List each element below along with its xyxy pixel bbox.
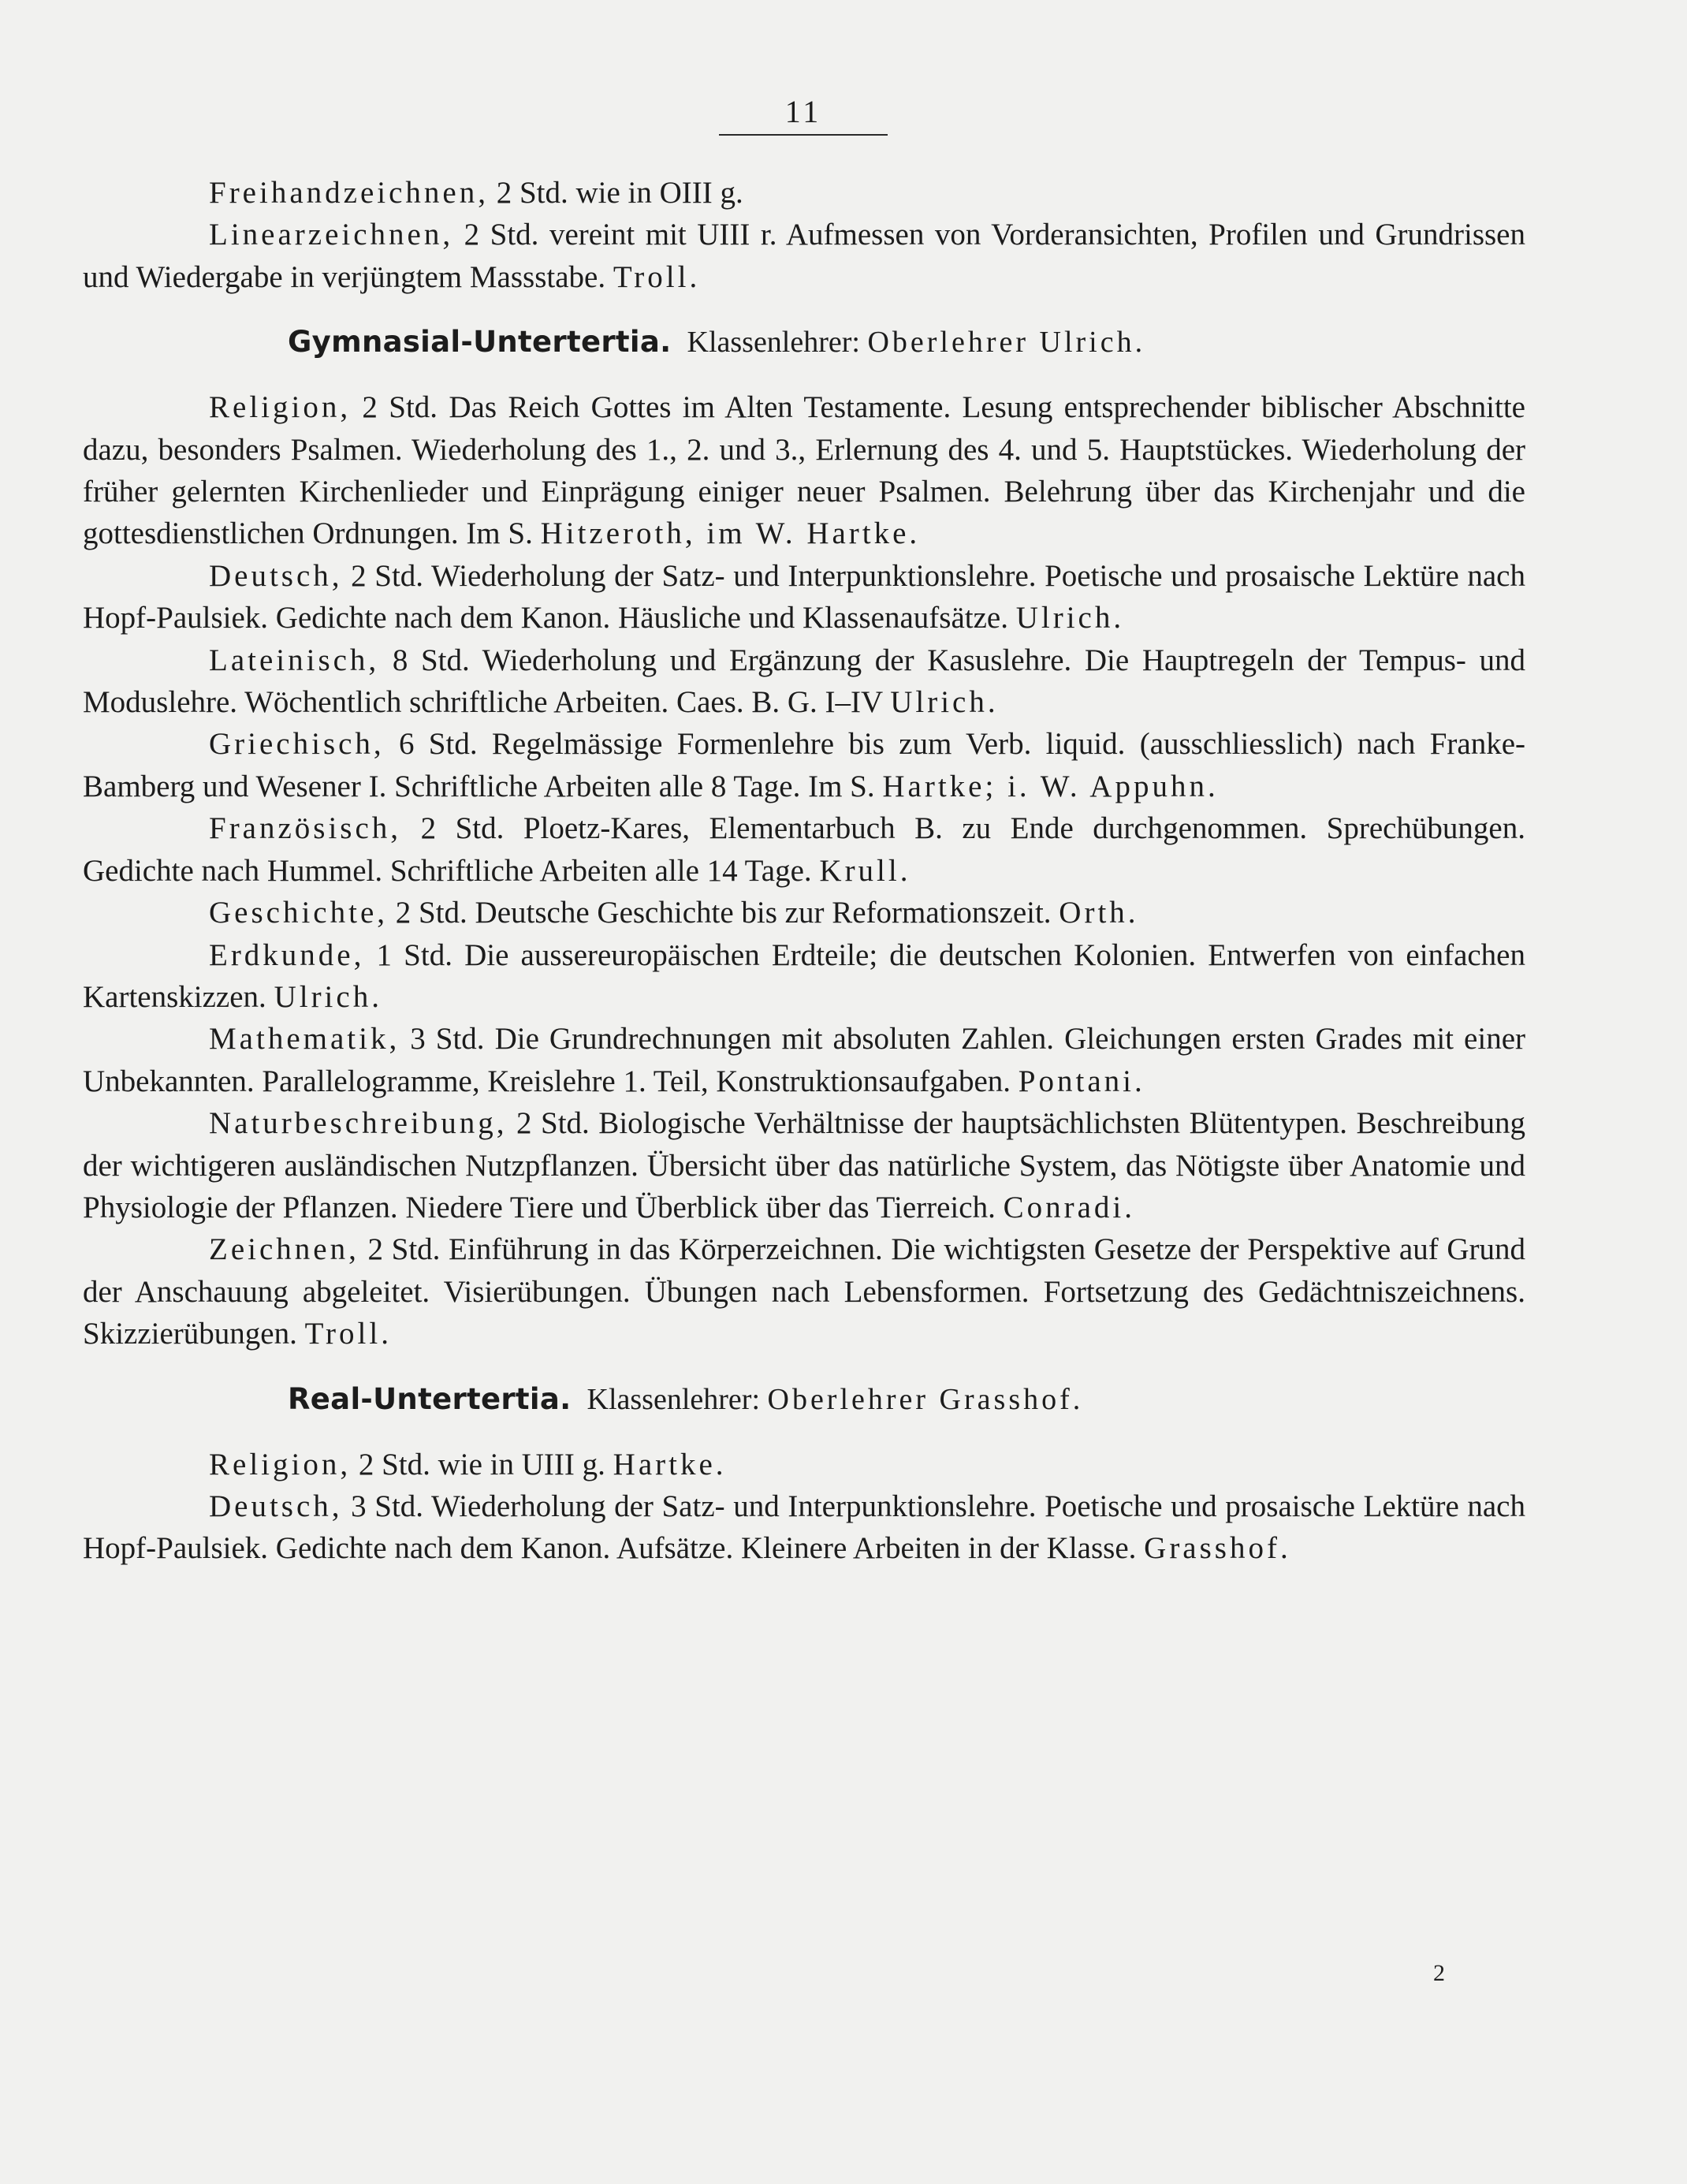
subject-name: Geschichte,	[209, 896, 389, 930]
subject-entry	[83, 1102, 1525, 1228]
class-teacher-label: Klassenlehrer:	[687, 326, 860, 360]
teacher-name: Ulrich.	[274, 979, 382, 1014]
class-heading	[83, 321, 1525, 363]
document-body	[83, 172, 1525, 1570]
subject-entry	[83, 172, 1525, 214]
subject-name: Religion,	[209, 1447, 352, 1481]
subject-entry	[83, 639, 1525, 724]
teacher-name: Hartke; i. W. Appuhn.	[882, 769, 1219, 803]
signature-number: 2	[1433, 1960, 1445, 1986]
subject-entry	[83, 934, 1525, 1019]
entry-text: 8 Std. Wiederholung und Ergänzung der Kasuslehre. Die Hauptregeln der Tempus- und Moduslehre. Wöchentlich schriftliche Arbeiten. Caes. B. G. I–IV	[83, 643, 1525, 720]
teacher-name: Troll.	[613, 259, 701, 294]
class-teacher: Oberlehrer Ulrich.	[867, 326, 1146, 360]
entry-text: 3 Std. Die Grundrechnungen mit absoluten Zahlen. Gleichungen ersten Grades mit einer Unbekannten. Parallelogramme, Kreislehre 1. Teil, Konstruktionsaufgaben.	[83, 1022, 1525, 1098]
subject-entry	[83, 1228, 1525, 1355]
class-teacher-label: Klassenlehrer:	[587, 1382, 760, 1416]
entry-text: 1 Std. Die aussereuropäischen Erdteile; die deutschen Kolonien. Entwerfen von einfachen Kartenskizzen.	[83, 937, 1525, 1014]
teacher-name: Orth.	[1059, 896, 1139, 930]
entry-text: 2 Std. Deutsche Geschichte bis zur Reformationszeit.	[388, 896, 1059, 930]
entry-text: 3 Std. Wiederholung der Satz- und Interpunktionslehre. Poetische und prosaische Lektüre nach Hopf-Paulsiek. Gedichte nach dem Kanon. Aufsätze. Kleinere Arbeiten in der Klasse.	[83, 1489, 1525, 1566]
subject-name: Deutsch,	[209, 1489, 343, 1523]
teacher-name: Conradi.	[1003, 1190, 1135, 1224]
subject-entry	[83, 1485, 1525, 1570]
subject-name: Erdkunde,	[209, 937, 365, 972]
entry-text: 2 Std. Einführung in das Körperzeichnen. Die wichtigsten Gesetze der Perspektive auf Grund der Anschauung abgeleitet. Visierübungen. Übungen nach Lebensformen. Fortsetzung des Gedächtniszeichnens. Skizzierübungen.	[83, 1232, 1525, 1351]
entry-text: 2 Std. Biologische Verhältnisse der hauptsächlichsten Blütentypen. Beschreibung der wichtigeren ausländischen Nutzpflanzen. Übersicht über das natürliche System, das Nötigste über Anatomie und Physiologie der Pflanzen. Niedere Tiere und Überblick über das Tierreich.	[83, 1106, 1525, 1224]
teacher-name: Ulrich.	[890, 685, 999, 720]
entry-text: 2 Std. wie in OIII g.	[488, 176, 743, 210]
subject-entry	[83, 386, 1525, 555]
subject-name: Deutsch,	[209, 558, 343, 593]
entry-text: 2 Std. Wiederholung der Satz- und Interpunktionslehre. Poetische und prosaische Lektüre nach Hopf-Paulsiek. Gedichte nach dem Kanon. Häusliche und Klassenaufsätze.	[83, 558, 1525, 635]
teacher-name: Krull.	[819, 853, 911, 888]
page-number: 11	[784, 94, 822, 129]
subject-entry	[83, 1444, 1525, 1485]
teacher-name: Grasshof.	[1144, 1531, 1291, 1566]
subject-name: Linearzeichnen,	[209, 218, 454, 252]
subject-name: Naturbeschreibung,	[209, 1106, 508, 1141]
subject-entry	[83, 1018, 1525, 1102]
entry-text: 2 Std. Das Reich Gottes im Alten Testamente. Lesung entsprechender biblischer Abschnitte dazu, besonders Psalmen. Wiederholung des 1., 2. und 3., Erlernung des 4. und 5. Hauptstückes. Wiederholung der früher gelernten Kirchenlieder und Einprägung einiger neuer Psalmen. Belehrung über das Kirchenjahr und die gottesdienstlichen Ordnungen. Im S.	[83, 390, 1525, 551]
entry-text: 2 Std. wie in UIII g.	[351, 1447, 613, 1481]
subject-name: Mathematik,	[209, 1022, 400, 1057]
class-title: Real-Untertertia.	[288, 1381, 572, 1416]
teacher-name: Pontani.	[1018, 1064, 1145, 1098]
subject-name: Lateinisch,	[209, 643, 380, 677]
entry-text: 2 Std. Ploetz-Kares, Elementarbuch B. zu Ende durchgenommen. Sprechübungen. Gedichte nach Hummel. Schriftliche Arbeiten alle 14 Tage.	[83, 811, 1525, 888]
subject-entry	[83, 892, 1525, 934]
entry-text: 6 Std. Regelmässige Formenlehre bis zum Verb. liquid. (ausschliesslich) nach Franke-Bamberg und Wesener I. Schriftliche Arbeiten alle 8 Tage. Im S.	[83, 727, 1525, 803]
subject-name: Freihandzeichnen,	[209, 176, 489, 210]
class-title: Gymnasial-Untertertia.	[288, 325, 672, 360]
subject-entry	[83, 723, 1525, 807]
entry-text: 2 Std. vereint mit UIII r. Aufmessen von Vorderansichten, Profilen und Grundrissen und Wiedergabe in verjüngtem Massstabe.	[83, 218, 1525, 294]
teacher-name: Hitzeroth, im W. Hartke.	[540, 516, 921, 551]
subject-name: Religion,	[209, 390, 352, 425]
class-heading	[83, 1378, 1525, 1421]
subject-name: Griechisch,	[209, 727, 385, 762]
subject-name: Französisch,	[209, 811, 402, 846]
teacher-name: Hartke.	[613, 1447, 727, 1481]
subject-entry	[83, 214, 1525, 298]
subject-name: Zeichnen,	[209, 1232, 359, 1267]
teacher-name: Troll.	[304, 1317, 392, 1351]
teacher-name: Ulrich.	[1015, 601, 1125, 635]
subject-entry	[83, 555, 1525, 639]
class-teacher: Oberlehrer Grasshof.	[767, 1382, 1084, 1416]
subject-entry	[83, 807, 1525, 892]
page-number-rule	[719, 134, 888, 136]
